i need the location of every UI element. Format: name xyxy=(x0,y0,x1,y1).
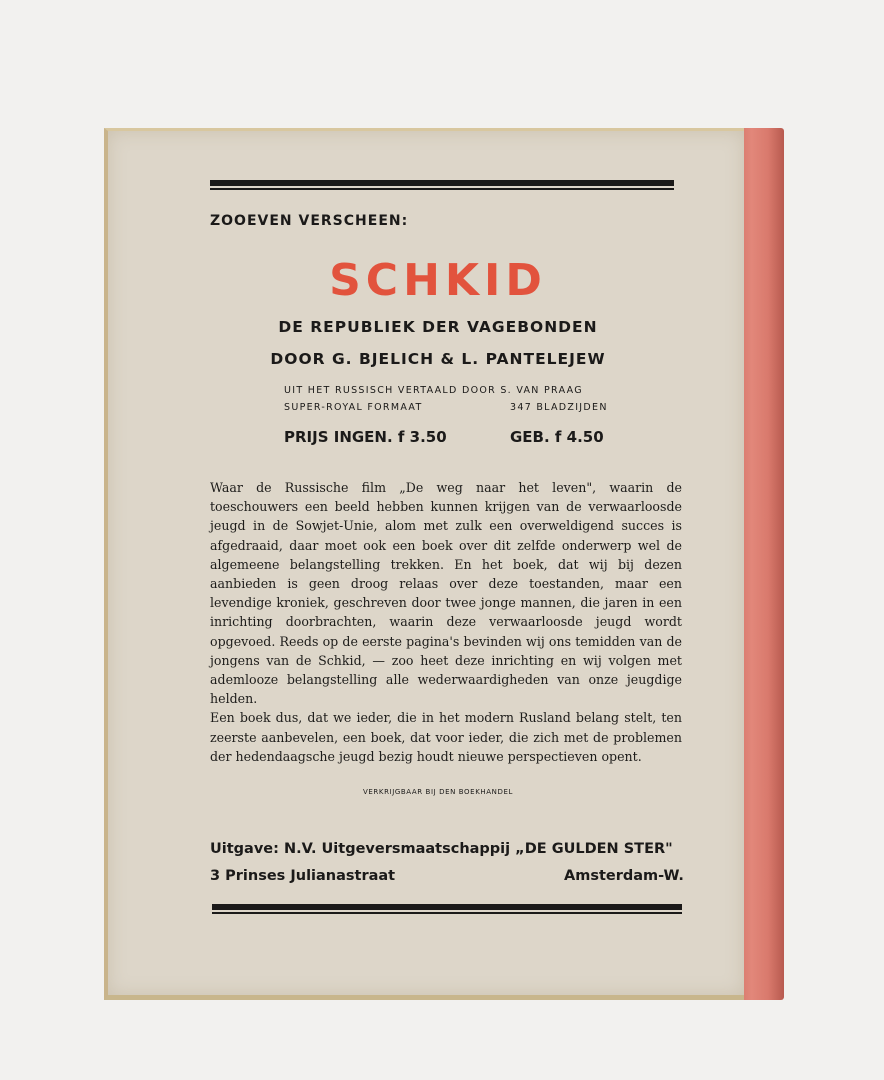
header-text: ZOOEVEN VERSCHEEN: xyxy=(210,213,409,229)
book-authors: DOOR G. BJELICH & L. PANTELEJEW xyxy=(270,350,606,368)
price-paperback: PRIJS INGEN. f 3.50 xyxy=(284,428,447,446)
format-note: SUPER-ROYAL FORMAAT xyxy=(284,402,423,413)
top-rule xyxy=(210,180,674,190)
bottom-rule xyxy=(212,904,682,914)
price-bound: GEB. f 4.50 xyxy=(510,428,604,446)
publisher-line: Uitgave: N.V. Uitgeversmaatschappij „DE GULDEN STER" xyxy=(210,841,673,857)
publisher-city: Amsterdam-W. xyxy=(564,868,684,884)
back-cover xyxy=(104,128,744,1000)
book xyxy=(104,128,784,1000)
description-paragraph-2: Een boek dus, dat we ieder, die in het modern Rusland belang stelt, ten zeerste aanbevelen, een boek, dat voor ieder, die zich met de problemen der hedendaagsche jeugd bezig houdt nieuwe perspectieven opent. xyxy=(210,710,682,764)
book-title: SCHKID xyxy=(329,255,547,306)
translation-note: UIT HET RUSSISCH VERTAALD DOOR S. VAN PRAAG xyxy=(284,385,583,396)
book-subtitle: DE REPUBLIEK DER VAGEBONDEN xyxy=(278,318,598,336)
availability-note: VERKRIJGBAAR BIJ DEN BOEKHANDEL xyxy=(363,788,513,796)
description-paragraph-1: Waar de Russische film „De weg naar het leven", waarin de toeschouwers een beeld hebben kunnen krijgen van de verwaarloosde jeugd in de Sowjet-Unie, alom met zulk een overweldigend succes is afgedraaid, daar moet ook een boek over dit zelfde onderwerp wel de algemeene belangstelling trekken. En het boek, dat wij bij dezen aanbieden is geen droog relaas over deze toestanden, maar een levendige kroniek, geschreven door twee jonge mannen, die jaren in een inrichting doorbrachten, waarin deze verwaarloosde jeugd wordt opgevoed. Reeds op de eerste pagina's bevinden wij ons temidden van de jongens van de Schkid, — zoo heet deze inrichting en wij volgen met ademlooze belangstelling alle wederwaardigheden van onze jeugdige helden. xyxy=(210,480,682,707)
publisher-address: 3 Prinses Julianastraat xyxy=(210,868,396,884)
description xyxy=(210,478,682,766)
page-count: 347 BLADZIJDEN xyxy=(510,402,608,413)
